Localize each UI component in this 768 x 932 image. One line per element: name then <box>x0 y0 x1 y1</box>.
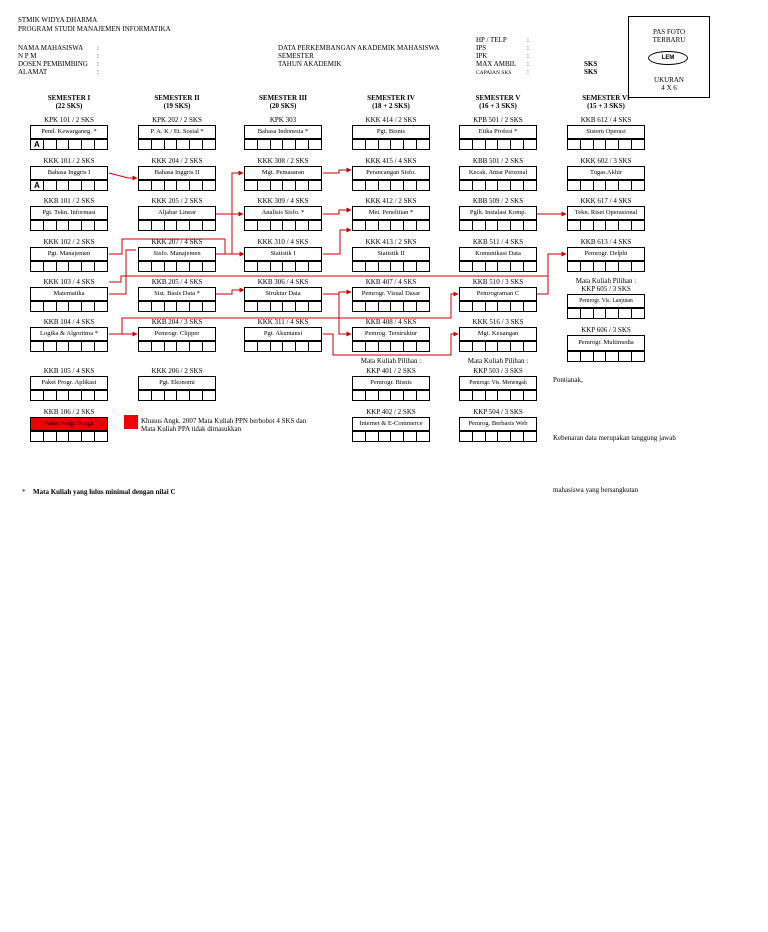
course-code: KKK 412 / 2 SKS <box>365 197 417 205</box>
grade-row <box>138 220 216 231</box>
course-pemrogr-bisnis: Pemrogr. Bisnis <box>352 376 430 390</box>
semester-1-title: SEMESTER I <box>47 94 91 102</box>
grade-row <box>244 180 322 191</box>
course-sist-basis-data: Sist. Basis Data * <box>138 287 216 301</box>
label-max-credits: MAX AMBIL <box>476 60 517 68</box>
colon: : <box>97 68 99 76</box>
colon: : <box>97 60 99 68</box>
grade-row <box>567 139 645 150</box>
semester-1-sks: (22 SKS) <box>55 102 83 110</box>
arrow-clipper-terstruktur <box>339 294 351 334</box>
grade-row <box>459 261 537 272</box>
label-npm: N P M <box>18 52 37 60</box>
grade-row <box>459 390 537 401</box>
course-perancangan-sisfo: Perancangan Sisfo. <box>352 166 430 180</box>
course-code: KKK 103 / 4 SKS <box>43 278 95 286</box>
grade-row <box>352 180 430 191</box>
arrow-sbd-struktur <box>216 290 244 294</box>
colon: : <box>527 36 529 44</box>
photo-label: PAS FOTO <box>652 28 686 36</box>
course-code: KKK 414 / 2 SKS <box>365 116 417 124</box>
course-bahasa-inggris-1: Bahasa Inggris I <box>30 166 108 180</box>
photo-size-value: 4 X 6 <box>661 84 677 92</box>
grade-row <box>138 301 216 312</box>
colon: : <box>97 52 99 60</box>
legend-red-swatch <box>124 415 138 429</box>
arrow-pemasaran-perancangan <box>323 170 351 173</box>
grade-row <box>30 180 108 191</box>
course-pglh-instalasi-komp: Pglh. Instalasi Komp. <box>459 206 537 220</box>
course-code: KKK 415 / 4 SKS <box>365 157 417 165</box>
grade-row <box>30 261 108 272</box>
course-code: KKK 101 / 2 SKS <box>43 157 95 165</box>
legend-text-line1: Khusus Angk. 2007 Mata Kuliah PPN berbobot 4 SKS dan <box>141 417 307 425</box>
grade-row <box>138 180 216 191</box>
course-sisfo-manajemen: Sisfo. Manajemen <box>138 247 216 261</box>
course-code: KKK 413 / 2 SKS <box>365 238 417 246</box>
grade-row <box>567 220 645 231</box>
report-title: DATA PERKEMBANGAN AKADEMIK MAHASISWA <box>278 44 440 52</box>
course-code: KPB 501 / 2 SKS <box>473 116 523 124</box>
course-met-penelitian: Met. Penelitian * <box>352 206 430 220</box>
colon: : <box>527 60 529 68</box>
course-pgt-manajemen: Pgt. Manajemen <box>30 247 108 261</box>
semester-2-title: SEMESTER II <box>154 94 200 102</box>
course-pemrogr-visual-dasar: Pemrogr. Visual Dasar <box>352 287 430 301</box>
grade-row <box>352 431 430 442</box>
course-bahasa-inggris-2: Bahasa Inggris II <box>138 166 216 180</box>
course-code: KKB 106 / 2 SKS <box>43 408 95 416</box>
program-name: PROGRAM STUDI MANAJEMEN INFORMATIKA <box>18 25 171 33</box>
semester-3-sks: (20 SKS) <box>269 102 297 110</box>
course-bahasa-indonesia: Bahasa Indonesia * <box>244 125 322 139</box>
course-paket-progr-niaga: Paket Progr. Niaga <box>30 417 108 431</box>
course-statistik-2: Statistik II <box>352 247 430 261</box>
grade-cell: A <box>30 139 44 150</box>
label-ips: IPS <box>476 44 487 52</box>
label-ipk: IPK <box>476 52 488 60</box>
colon: : <box>97 44 99 52</box>
course-pemrogr-multimedia: Pemrogr. Multimedia <box>567 335 645 351</box>
grade-row <box>30 431 108 442</box>
course-pgt-ekonomi: Pgt. Ekonomi <box>138 376 216 390</box>
course-code: KBB 501 / 2 SKS <box>472 157 524 165</box>
course-code: KKP 402 / 2 SKS <box>366 408 416 416</box>
course-aljabar-linear: Aljabar Linear <box>138 206 216 220</box>
grade-row <box>459 220 537 231</box>
course-pemrogr-vis-menengah: Pemrogr. Vis. Menengah <box>459 376 537 390</box>
elective-title: Mata Kuliah Pilihan : <box>360 357 422 365</box>
course-code: KKK 205 / 2 SKS <box>151 197 203 205</box>
course-code: KKB 105 / 4 SKS <box>43 367 95 375</box>
course-code: KKK 204 / 2 SKS <box>151 157 203 165</box>
course-code: KKK 602 / 3 SKS <box>580 157 632 165</box>
colon: : <box>527 68 529 76</box>
course-code: KKK 617 / 4 SKS <box>580 197 632 205</box>
grade-row <box>352 261 430 272</box>
course-internet-ecommerce: Internet & E-Commerce <box>352 417 430 431</box>
grade-row <box>459 180 537 191</box>
grade-row <box>30 301 108 312</box>
grade-row <box>244 341 322 352</box>
semester-5-title: SEMESTER V <box>475 94 521 102</box>
institution-name: STMIK WIDYA DHARMA <box>18 16 98 24</box>
photo-label: TERBARU <box>652 36 686 44</box>
label-credits-achieved: CAPAIAN SKS <box>476 70 512 76</box>
grade-row <box>138 390 216 401</box>
grade-row <box>459 139 537 150</box>
course-pend-kewarganegaraan: Pend. Kewarganeg. * <box>30 125 108 139</box>
course-pemrograman-c: Pemrograman C <box>459 287 537 301</box>
course-code: KKP 606 / 3 SKS <box>581 326 631 334</box>
colon: : <box>527 44 529 52</box>
grade-row <box>138 261 216 272</box>
course-code: KKP 401 / 2 SKS <box>366 367 416 375</box>
course-code: KKB 612 / 4 SKS <box>580 116 632 124</box>
course-code: KKB 104 / 4 SKS <box>43 318 95 326</box>
course-code: KKK 310 / 4 SKS <box>257 238 309 246</box>
course-code: KKK 207 / 4 SKS <box>151 238 203 246</box>
grade-row <box>30 390 108 401</box>
lem-logo: LEM <box>648 51 688 65</box>
grade-row <box>567 351 645 362</box>
course-pemrog-berbasis-web: Pemrog. Berbasis Web <box>459 417 537 431</box>
semester-6-title: SEMESTER VI <box>582 94 630 102</box>
course-code: KKB 204 / 3 SKS <box>151 318 203 326</box>
arrow-aljabar-mgtpemasaran <box>216 173 243 214</box>
grade-row <box>244 139 322 150</box>
course-code: KKK 206 / 2 SKS <box>151 367 203 375</box>
course-code: KPK 101 / 2 SKS <box>44 116 94 124</box>
grade-row <box>352 341 430 352</box>
course-pgt-bisnis: Pgt. Bisnis <box>352 125 430 139</box>
sks-unit: SKS <box>584 68 598 76</box>
course-pemrogr-vis-lanjutan: Pemrogr. Vis. Lanjutan <box>567 294 645 308</box>
grade-row <box>352 220 430 231</box>
arrow-pemrogc-delphi <box>537 276 548 294</box>
grade-row <box>244 220 322 231</box>
semester-6-sks: (15 + 3 SKS) <box>587 102 625 110</box>
course-code: KKP 503 / 3 SKS <box>473 367 523 375</box>
course-code: KKP 605 / 3 SKS <box>581 285 631 293</box>
course-pak-etika-sosial: P. A. K / Et. Sosial * <box>138 125 216 139</box>
course-sistem-operasi: Sistem Operasi <box>567 125 645 139</box>
sks-unit: SKS <box>584 60 598 68</box>
course-code: KKP 504 / 3 SKS <box>473 408 523 416</box>
course-matematika: Matematika <box>30 287 108 301</box>
semester-3-title: SEMESTER III <box>258 94 308 102</box>
course-statistik-1: Statistik I <box>244 247 322 261</box>
grade-row <box>459 431 537 442</box>
course-tugas-akhir: Tugas Akhir <box>567 166 645 180</box>
semester-5-sks: (16 + 3 SKS) <box>479 102 517 110</box>
grade-row <box>567 308 645 319</box>
footnote-text: Mata Kuliah yang lulus minimal dengan nilai C <box>33 488 176 496</box>
grade-row <box>459 301 537 312</box>
course-code: KKK 308 / 2 SKS <box>257 157 309 165</box>
label-phone: HP / TELP <box>476 36 507 44</box>
grade-row <box>567 180 645 191</box>
course-struktur-data: Struktur Data <box>244 287 322 301</box>
course-code: KKB 511 / 4 SKS <box>472 238 524 246</box>
grade-row <box>30 220 108 231</box>
course-pgt-akuntansi: Pgt. Akuntansi <box>244 327 322 341</box>
course-pemrog-terstruktur: Pemrog. Terstruktur <box>352 327 430 341</box>
footnote-star: * <box>22 488 26 496</box>
legend-text-line2: Mata Kuliah PPA tidak dimasukkan <box>141 425 242 433</box>
course-code: KKK 516 / 3 SKS <box>472 318 524 326</box>
grade-row <box>138 139 216 150</box>
arrow-sisfomgt-analisis <box>216 214 243 254</box>
course-kecak-antar-personal: Kecak. Antar Personal <box>459 166 537 180</box>
label-academic-year: TAHUN AKADEMIK <box>278 60 342 68</box>
arrow-stat1-stat2 <box>323 230 351 254</box>
semester-4-title: SEMESTER IV <box>367 94 415 102</box>
label-address: ALAMAT <box>18 68 48 76</box>
signature-place: Pontianak, <box>553 376 583 384</box>
arrow-bing1-bing2 <box>109 173 137 178</box>
label-supervisor: DOSEN PEMBIMBING <box>18 60 88 68</box>
grade-row <box>244 301 322 312</box>
grade-cell: A <box>30 180 44 191</box>
course-code: KKK 102 / 2 SKS <box>43 238 95 246</box>
course-code: KKB 306 / 4 SKS <box>257 278 309 286</box>
course-code: KKK 311 / 4 SKS <box>257 318 309 326</box>
grade-row <box>352 301 430 312</box>
course-pemrogr-clipper: Pemrogr. Clipper <box>138 327 216 341</box>
course-paket-progr-aplikasi: Paket Progr. Aplikasi <box>30 376 108 390</box>
label-semester: SEMESTER <box>278 52 314 60</box>
elective-title: Mata Kuliah Pilihan : <box>467 357 529 365</box>
course-code: KKB 510 / 3 SKS <box>472 278 524 286</box>
grade-row <box>30 139 108 150</box>
semester-4-sks: (18 + 2 SKS) <box>372 102 410 110</box>
course-code: KPK 303 <box>269 116 297 124</box>
course-mgt-keuangan: Mgt. Keuangan <box>459 327 537 341</box>
label-student-name: NAMA MAHASISWA <box>18 44 84 52</box>
course-code: KKB 613 / 4 SKS <box>580 238 632 246</box>
course-code: KPK 202 / 2 SKS <box>152 116 202 124</box>
course-code: KKB 101 / 2 SKS <box>43 197 95 205</box>
course-pemrogr-delphi: Pemrogr. Delphi <box>567 247 645 261</box>
course-etika-profesi: Etika Profesi * <box>459 125 537 139</box>
semester-2-sks: (19 SKS) <box>163 102 191 110</box>
signature-statement-1: Kebenaran data merupakan tanggung jawab <box>553 434 676 442</box>
course-code: KKK 309 / 4 SKS <box>257 197 309 205</box>
grade-row <box>352 139 430 150</box>
grade-row <box>567 261 645 272</box>
grade-row <box>138 341 216 352</box>
course-komunikasi-data: Komunikasi Data <box>459 247 537 261</box>
elective-title: Mata Kuliah Pilihan : <box>575 277 637 285</box>
course-code: KKB 205 / 4 SKS <box>151 278 203 286</box>
grade-row <box>244 261 322 272</box>
arrow-matematika <box>109 250 136 294</box>
signature-statement-2: mahasiswa yang bersangkutan <box>553 486 639 494</box>
course-analisis-sisfo: Analisis Sisfo. * <box>244 206 322 220</box>
course-pgt-tekn-informasi: Pgt. Tekn. Informasi <box>30 206 108 220</box>
grade-row <box>352 390 430 401</box>
course-code: KKB 407 / 4 SKS <box>365 278 417 286</box>
arrow-analisis-metpen <box>323 210 351 214</box>
course-code: KBB 509 / 2 SKS <box>472 197 524 205</box>
course-tekn-riset-operasional: Tekn. Riset Operasional <box>567 206 645 220</box>
course-code: KKB 408 / 4 SKS <box>365 318 417 326</box>
course-mgt-pemasaran: Mgt. Pemasaran <box>244 166 322 180</box>
course-logika-algoritma: Logika & Algoritma * <box>30 327 108 341</box>
photo-size-label: UKURAN <box>654 76 684 84</box>
grade-row <box>30 341 108 352</box>
colon: : <box>527 52 529 60</box>
grade-row <box>459 341 537 352</box>
arrow-struktur-visual <box>323 292 351 294</box>
